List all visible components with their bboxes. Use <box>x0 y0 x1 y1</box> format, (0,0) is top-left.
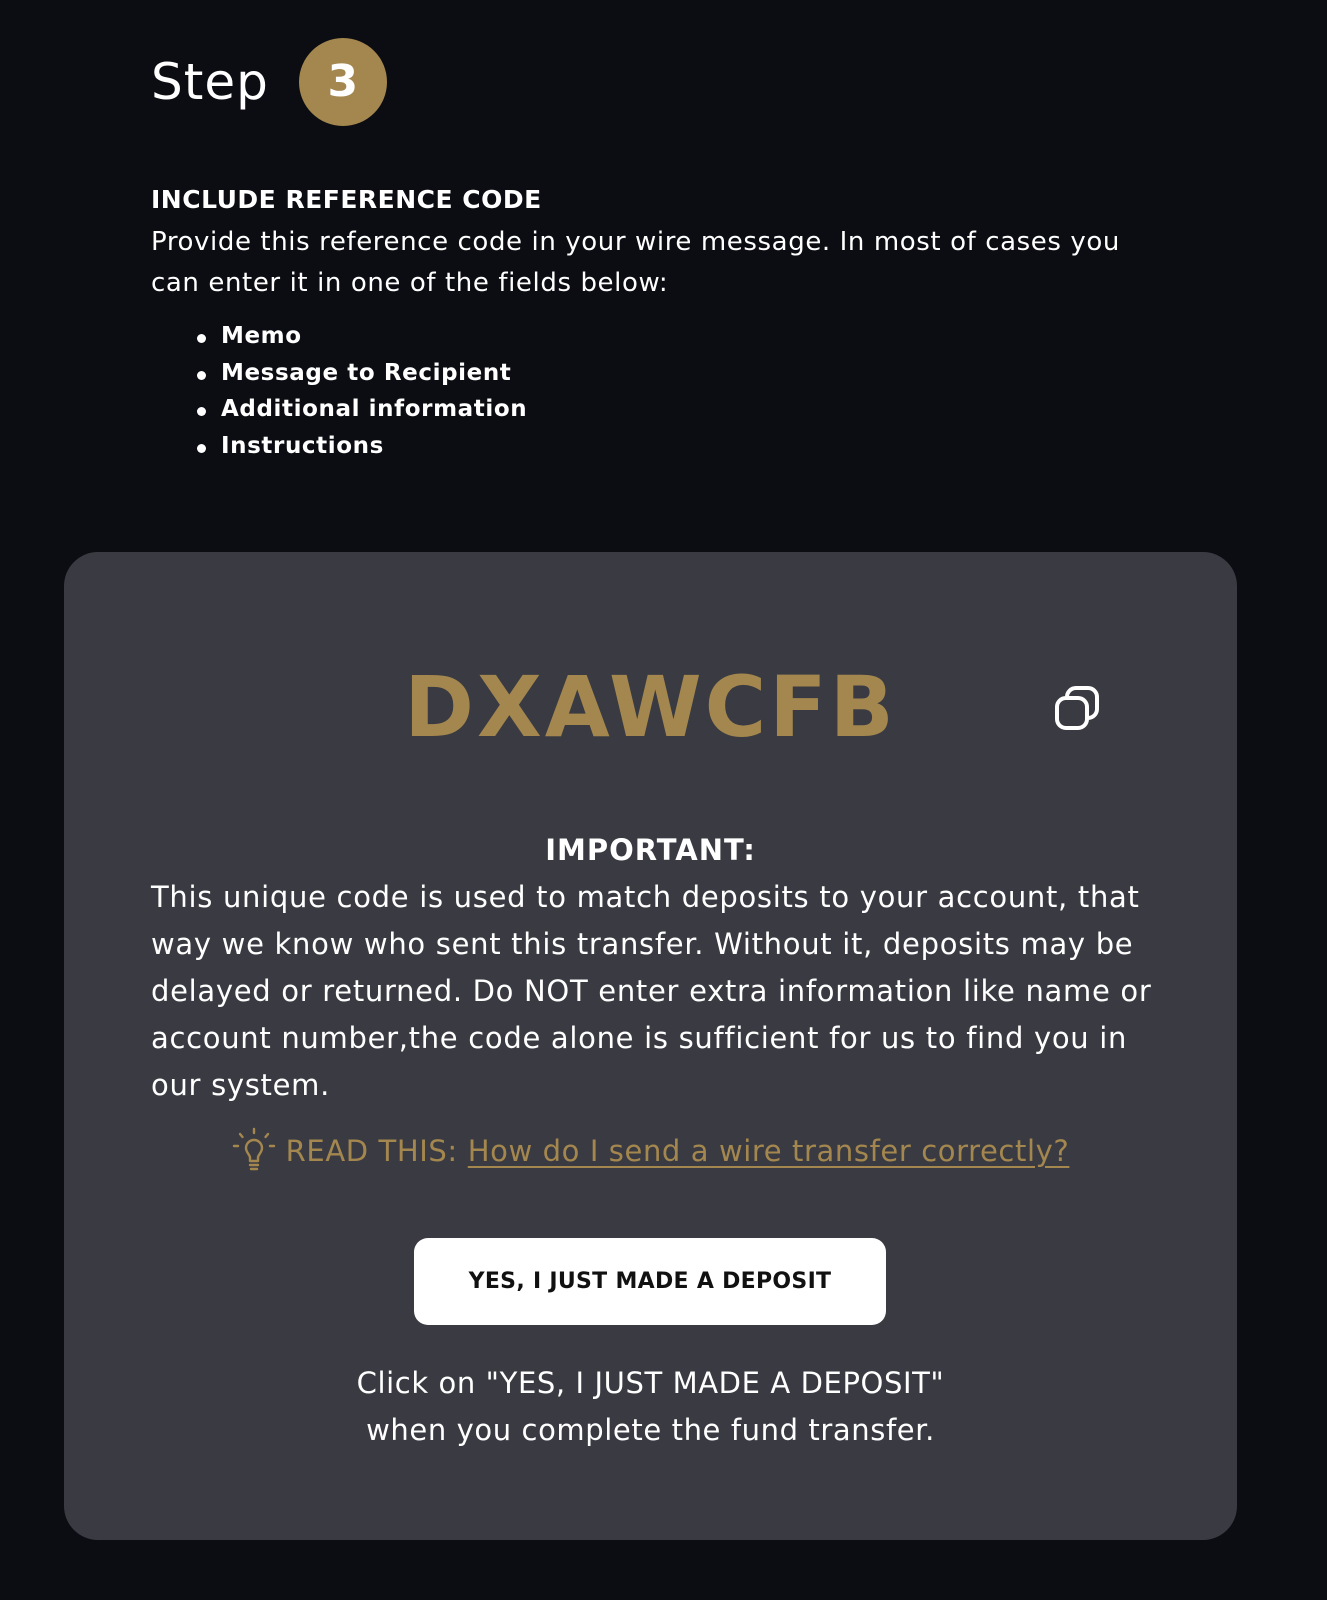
important-title: IMPORTANT: <box>545 833 756 867</box>
read-this-row <box>64 1127 1237 1175</box>
important-text: This unique code is used to match deposits to your account, that way we know who sent this transfer. Without it, deposits may be delayed or returned. Do NOT enter extra information like name or account number,the code alone is sufficient for us to find you in our system. <box>151 880 1152 1102</box>
code-row <box>64 652 1237 762</box>
reference-code-card <box>64 552 1237 1540</box>
reference-code: DXAWCFB <box>404 658 897 756</box>
list-item: Message to Recipient <box>197 355 1161 392</box>
lightbulb-icon <box>232 1127 276 1175</box>
intro-title: INCLUDE REFERENCE CODE <box>151 185 542 214</box>
copy-icon <box>1053 684 1101 732</box>
deposit-note-line-2: when you complete the fund transfer. <box>366 1413 935 1447</box>
intro-section <box>151 184 1161 464</box>
wire-transfer-help-link[interactable]: How do I send a wire transfer correctly? <box>467 1134 1070 1168</box>
intro-text: Provide this reference code in your wire message. In most of cases you can enter it in one of the fields below: <box>151 227 1120 298</box>
deposit-note <box>64 1360 1237 1454</box>
step-label: Step <box>151 53 269 111</box>
list-item: Instructions <box>197 428 1161 465</box>
field-list <box>151 318 1161 464</box>
deposit-note-line-1: Click on "YES, I JUST MADE A DEPOSIT" <box>356 1366 945 1400</box>
step-number-badge: 3 <box>299 38 387 126</box>
list-item: Additional information <box>197 391 1161 428</box>
read-this-label: READ THIS: <box>285 1134 458 1168</box>
copy-button[interactable] <box>1051 682 1103 734</box>
made-deposit-button[interactable]: YES, I JUST MADE A DEPOSIT <box>414 1238 886 1325</box>
list-item: Memo <box>197 318 1161 355</box>
step-header <box>151 38 387 126</box>
